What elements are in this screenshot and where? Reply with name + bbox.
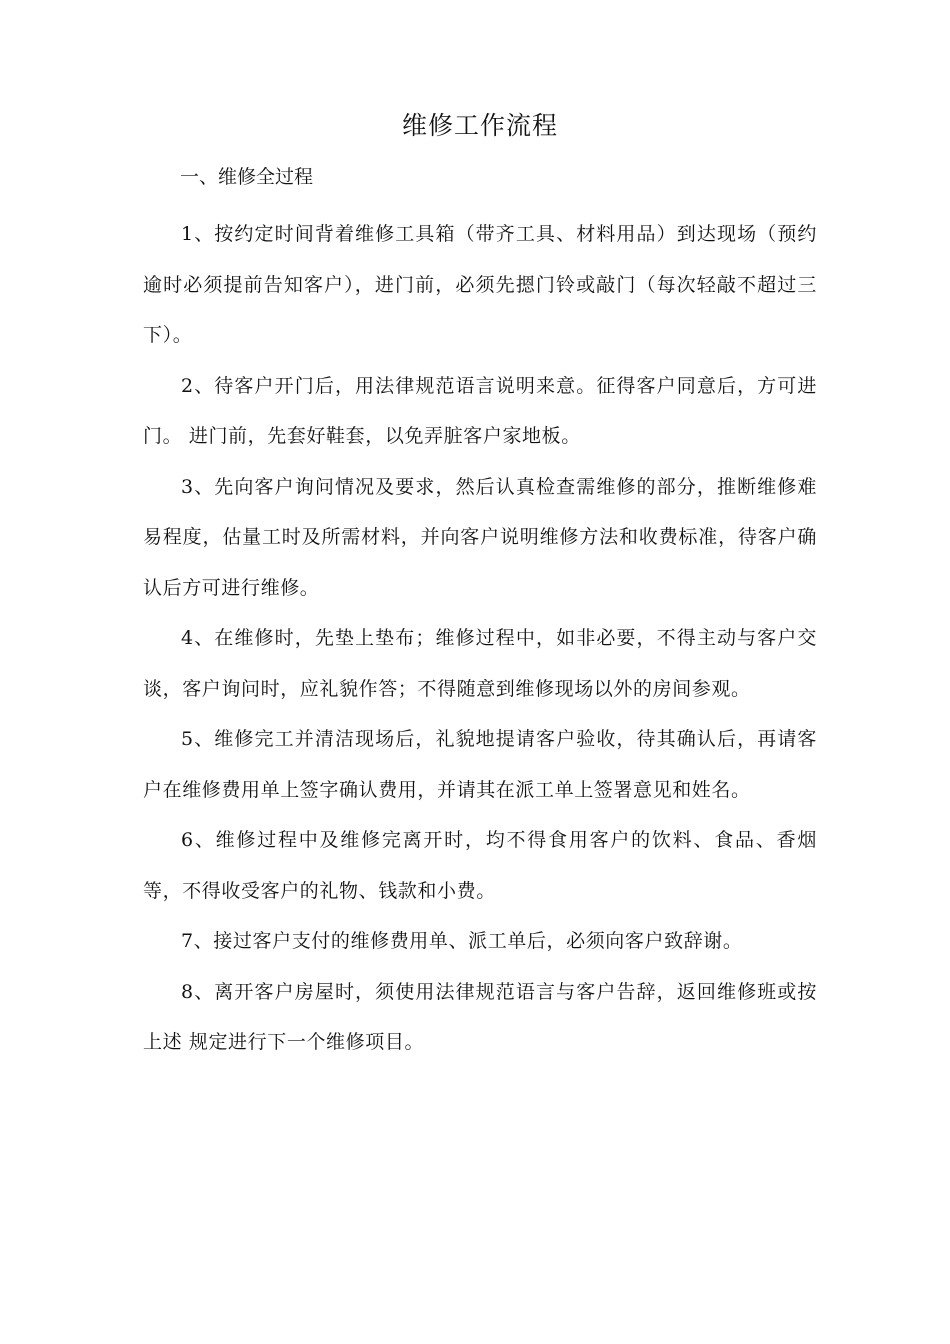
paragraph-step-4: 4、在维修时，先垫上垫布；维修过程中，如非必要，不得主动与客户交谈，客户询问时，应礼貌作答；不得随意到维修现场以外的房间参观。 bbox=[143, 627, 817, 700]
document-title: 维修工作流程 bbox=[401, 111, 558, 140]
paragraph-step-6: 6、维修过程中及维修完离开时，均不得食用客户的饮料、食品、香烟等，不得收受客户的礼物、钱款和小费。 bbox=[143, 829, 817, 902]
document-body bbox=[143, 209, 817, 1068]
paragraph-step-3: 3、先向客户询问情况及要求，然后认真检查需维修的部分，推断维修难 易程度，估量工时及所需材料，并向客户说明维修方法和收费标准，待客户确 认后方可进行维修。 bbox=[143, 475, 817, 599]
paragraph-step-5: 5、维修完工并清洁现场后，礼貌地提请客户验收，待其确认后，再请客 户在维修费用单上签字确认费用，并请其在派工单上签署意见和姓名。 bbox=[143, 728, 817, 801]
section-heading: 一、维修全过程 bbox=[180, 166, 314, 188]
paragraph-step-1: 1、按约定时间背着维修工具箱（带齐工具、材料用品）到达现场（预约 逾时必须提前告知客户），进门前，必须先摁门铃或敲门（每次轻敲不超过三下）。 bbox=[143, 223, 817, 346]
paragraph-step-7: 7、接过客户支付的维修费用单、派工单后，必须向客户致辞谢。 bbox=[181, 930, 743, 952]
paragraph-step-2: 2、待客户开门后，用法律规范语言说明来意。征得客户同意后，方可进门。 进门前，先套好鞋套，以免弄脏客户家地板。 bbox=[143, 374, 817, 447]
paragraph-step-8: 8、离开客户房屋时，须使用法律规范语言与客户告辞，返回维修班或按上述 规定进行下一个维修项目。 bbox=[143, 980, 817, 1053]
